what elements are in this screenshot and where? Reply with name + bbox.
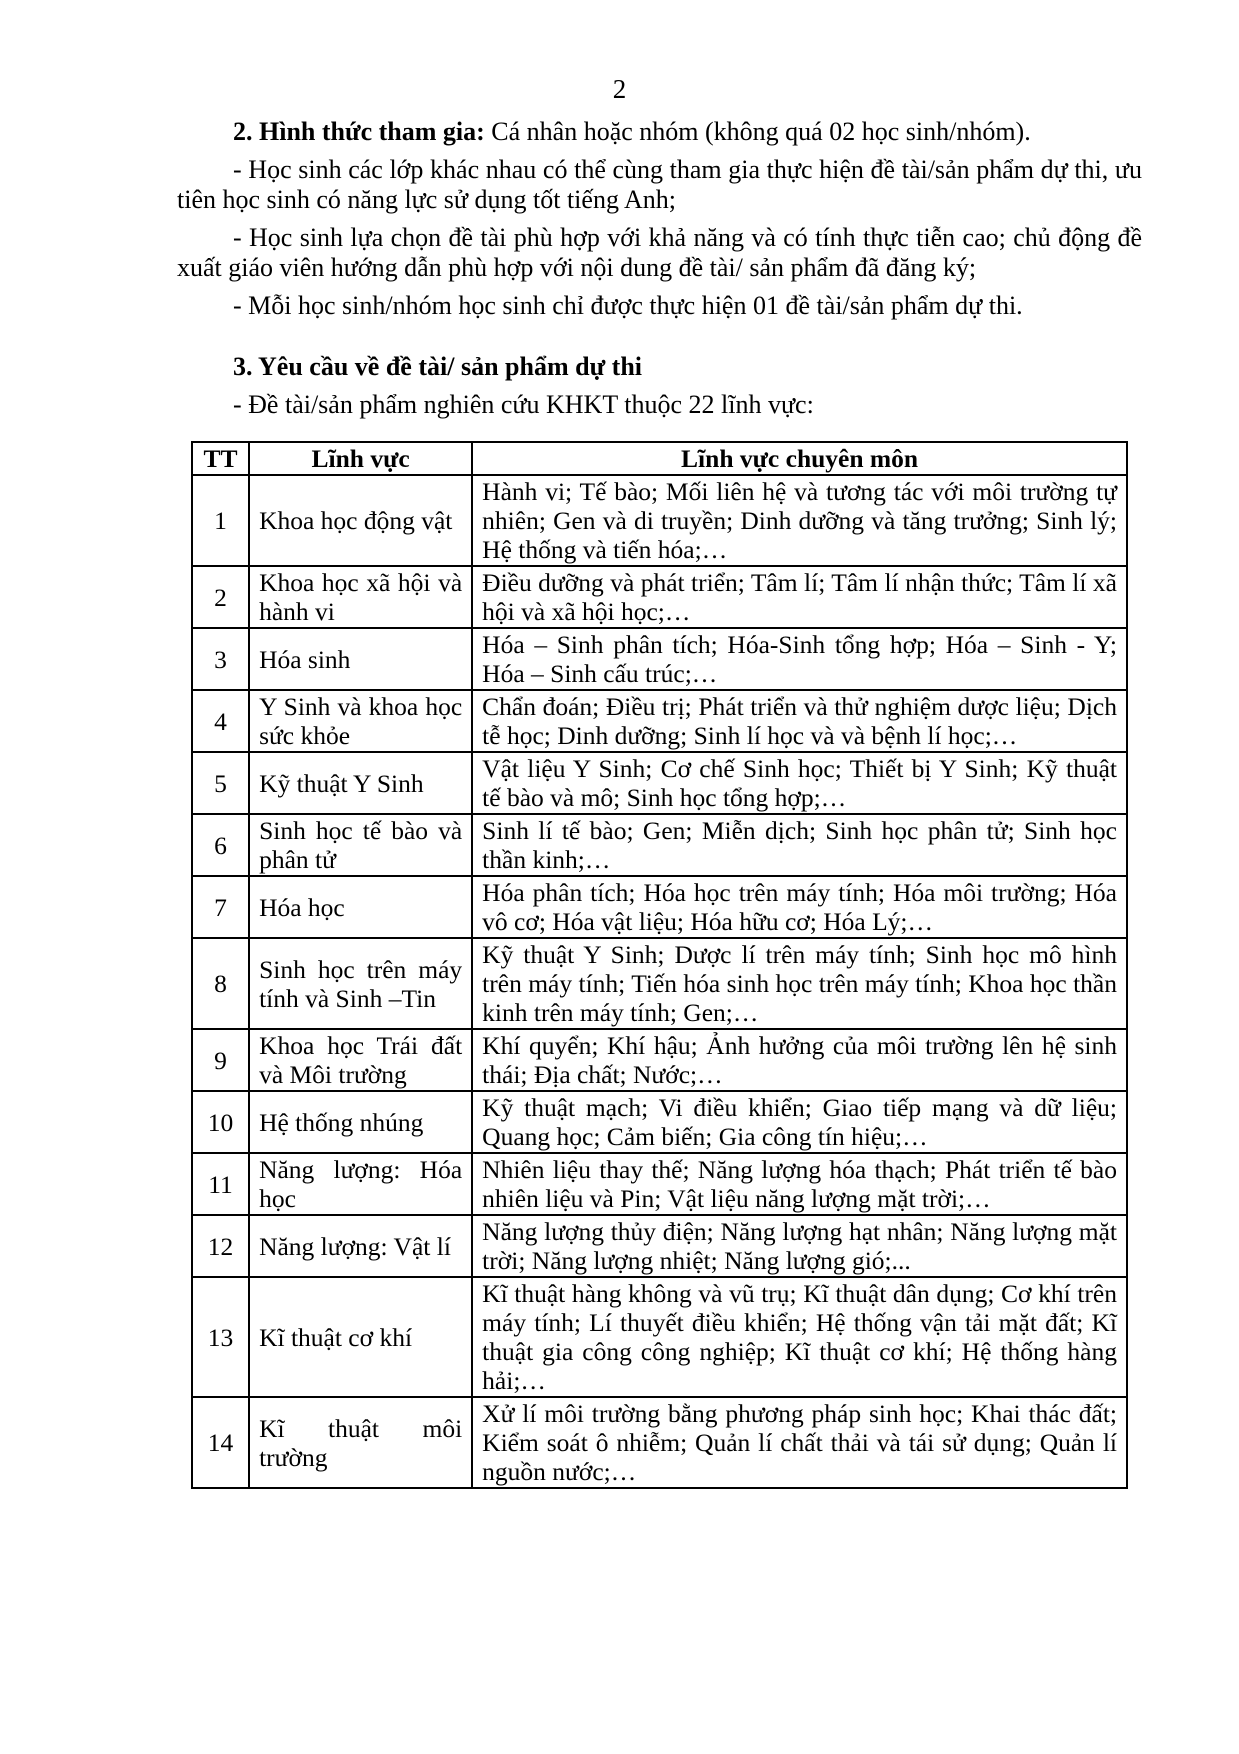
participation-heading-paragraph	[177, 117, 1142, 147]
row-specialty: Kỹ thuật Y Sinh; Dược lí trên máy tính; Sinh học mô hình trên máy tính; Tiến hóa sinh học trên máy tính; Khoa học thần kinh trên máy tính; Gen;…	[472, 938, 1127, 1029]
requirements-heading: 3. Yêu cầu về đề tài/ sản phẩm dự thi	[233, 352, 643, 381]
row-tt: 6	[192, 814, 249, 876]
row-tt: 9	[192, 1029, 249, 1091]
row-tt: 5	[192, 752, 249, 814]
table-row	[192, 628, 1127, 690]
row-specialty: Hành vi; Tế bào; Mối liên hệ và tương tác với môi trường tự nhiên; Gen và di truyền; Dinh dưỡng và tăng trưởng; Sinh lý; Hệ thống và tiến hóa;…	[472, 475, 1127, 566]
row-specialty: Hóa phân tích; Hóa học trên máy tính; Hóa môi trường; Hóa vô cơ; Hóa vật liệu; Hóa hữu cơ; Hóa Lý;…	[472, 876, 1127, 938]
page-number: 2	[612, 74, 627, 104]
header-tt: TT	[192, 442, 249, 475]
row-field: Kĩ thuật cơ khí	[249, 1277, 472, 1397]
row-tt: 14	[192, 1397, 249, 1488]
row-specialty: Khí quyển; Khí hậu; Ảnh hưởng của môi trường lên hệ sinh thái; Địa chất; Nước;…	[472, 1029, 1127, 1091]
participation-heading: 2. Hình thức tham gia:	[233, 117, 485, 146]
participation-bullet: - Học sinh lựa chọn đề tài phù hợp với khả năng và có tính thực tiễn cao; chủ động đề xuất giáo viên hướng dẫn phù hợp với nội dung đề tài/ sản phẩm đã đăng ký;	[177, 223, 1142, 282]
row-tt: 11	[192, 1153, 249, 1215]
row-specialty: Kỹ thuật mạch; Vi điều khiển; Giao tiếp mạng và dữ liệu; Quang học; Cảm biến; Gia công tín hiệu;…	[472, 1091, 1127, 1153]
table-row	[192, 1397, 1127, 1488]
row-field: Hóa học	[249, 876, 472, 938]
row-specialty: Điều dưỡng và phát triển; Tâm lí; Tâm lí nhận thức; Tâm lí xã hội và xã hội học;…	[472, 566, 1127, 628]
requirements-intro: - Đề tài/sản phẩm nghiên cứu KHKT thuộc 22 lĩnh vực:	[233, 390, 814, 419]
row-tt: 8	[192, 938, 249, 1029]
table-header-row	[192, 442, 1127, 475]
section-requirements	[177, 352, 1142, 428]
row-tt: 10	[192, 1091, 249, 1153]
row-tt: 1	[192, 475, 249, 566]
row-field: Khoa học động vật	[249, 475, 472, 566]
table-row	[192, 690, 1127, 752]
row-field: Khoa học Trái đất và Môi trường	[249, 1029, 472, 1091]
row-field: Y Sinh và khoa học sức khỏe	[249, 690, 472, 752]
row-specialty: Sinh lí tế bào; Gen; Miễn dịch; Sinh học phân tử; Sinh học thần kinh;…	[472, 814, 1127, 876]
header-field: Lĩnh vực	[249, 442, 472, 475]
fields-table	[191, 441, 1128, 1489]
row-specialty: Xử lí môi trường bằng phương pháp sinh học; Khai thác đất; Kiểm soát ô nhiễm; Quản lí chất thải và tái sử dụng; Quản lí nguồn nước;…	[472, 1397, 1127, 1488]
row-specialty: Chẩn đoán; Điều trị; Phát triển và thử nghiệm dược liệu; Dịch tễ học; Dinh dưỡng; Sinh lí học và và bệnh lí học;…	[472, 690, 1127, 752]
row-tt: 13	[192, 1277, 249, 1397]
table-row	[192, 566, 1127, 628]
table-row	[192, 475, 1127, 566]
table-row	[192, 938, 1127, 1029]
row-tt: 4	[192, 690, 249, 752]
table-row	[192, 752, 1127, 814]
table-row	[192, 814, 1127, 876]
table-row	[192, 1215, 1127, 1277]
participation-bullet: - Mỗi học sinh/nhóm học sinh chỉ được thực hiện 01 đề tài/sản phẩm dự thi.	[233, 291, 1023, 320]
table-row	[192, 1029, 1127, 1091]
participation-heading-text: Cá nhân hoặc nhóm (không quá 02 học sinh/nhóm).	[484, 117, 1031, 146]
row-field: Sinh học tế bào và phân tử	[249, 814, 472, 876]
row-field: Khoa học xã hội và hành vi	[249, 566, 472, 628]
row-specialty: Năng lượng thủy điện; Năng lượng hạt nhân; Năng lượng mặt trời; Năng lượng nhiệt; Năng lượng gió;...	[472, 1215, 1127, 1277]
row-tt: 2	[192, 566, 249, 628]
participation-bullet: - Học sinh các lớp khác nhau có thể cùng tham gia thực hiện đề tài/sản phẩm dự thi, ưu tiên học sinh có năng lực sử dụng tốt tiếng Anh;	[177, 155, 1142, 214]
row-field: Năng lượng: Hóa học	[249, 1153, 472, 1215]
table-row	[192, 1091, 1127, 1153]
table-row	[192, 876, 1127, 938]
row-specialty: Hóa – Sinh phân tích; Hóa-Sinh tổng hợp; Hóa – Sinh - Y; Hóa – Sinh cấu trúc;…	[472, 628, 1127, 690]
table-row	[192, 1277, 1127, 1397]
row-field: Kỹ thuật Y Sinh	[249, 752, 472, 814]
section-participation	[177, 117, 1142, 329]
row-tt: 3	[192, 628, 249, 690]
row-field: Hóa sinh	[249, 628, 472, 690]
row-tt: 7	[192, 876, 249, 938]
header-specialty: Lĩnh vực chuyên môn	[472, 442, 1127, 475]
row-field: Hệ thống nhúng	[249, 1091, 472, 1153]
row-field: Sinh học trên máy tính và Sinh –Tin	[249, 938, 472, 1029]
row-field: Năng lượng: Vật lí	[249, 1215, 472, 1277]
row-field: Kĩ thuật môi trường	[249, 1397, 472, 1488]
row-specialty: Kĩ thuật hàng không và vũ trụ; Kĩ thuật dân dụng; Cơ khí trên máy tính; Lí thuyết điều khiển; Hệ thống vận tải mặt đất; Kĩ thuật gia công công nghiệp; Kĩ thuật cơ khí; Hệ thống hàng hải;…	[472, 1277, 1127, 1397]
table-row	[192, 1153, 1127, 1215]
row-tt: 12	[192, 1215, 249, 1277]
row-specialty: Nhiên liệu thay thế; Năng lượng hóa thạch; Phát triển tế bào nhiên liệu và Pin; Vật liệu năng lượng mặt trời;…	[472, 1153, 1127, 1215]
row-specialty: Vật liệu Y Sinh; Cơ chế Sinh học; Thiết bị Y Sinh; Kỹ thuật tế bào và mô; Sinh học tổng hợp;…	[472, 752, 1127, 814]
table-body	[192, 475, 1127, 1488]
